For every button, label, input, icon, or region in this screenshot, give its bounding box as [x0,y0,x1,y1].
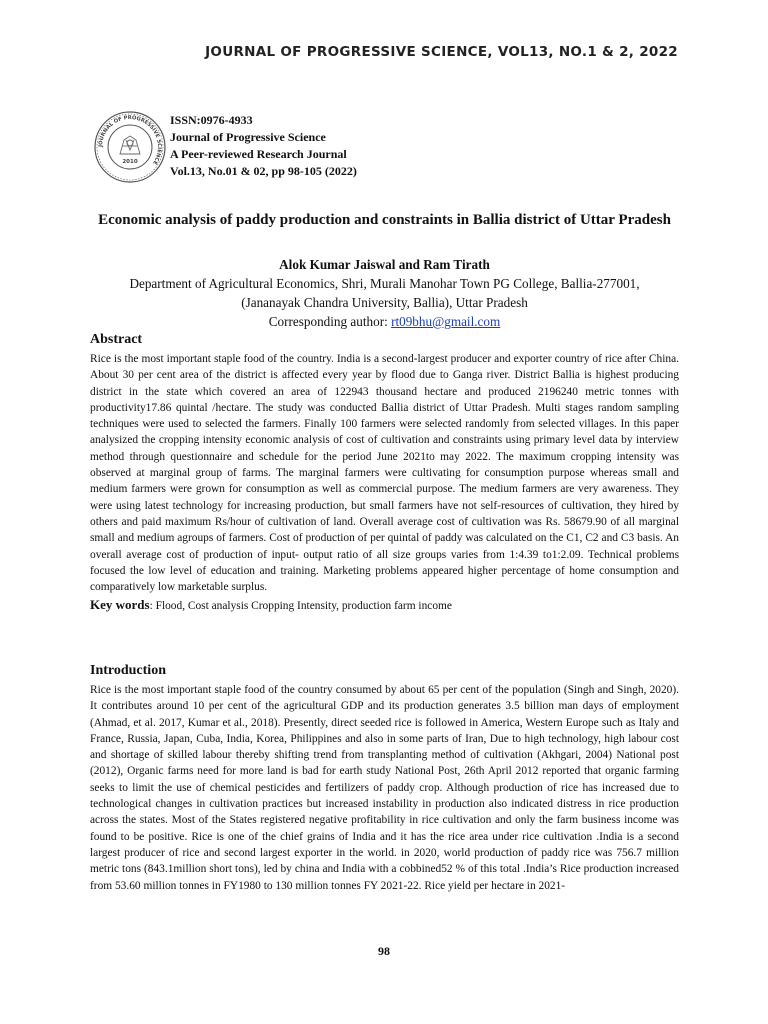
journal-seal-icon [93,110,167,184]
affiliation-line-1: Department of Agricultural Economics, Shri, Murali Manohar Town PG College, Ballia-277001, [129,276,640,291]
page-number: 98 [378,944,390,958]
authors: Alok Kumar Jaiswal and Ram Tirath [279,257,490,272]
affiliation-line-2: (Jananayak Chandra University, Ballia), Uttar Pradesh [241,295,528,310]
journal-meta-block [170,112,357,180]
keywords [90,597,679,614]
introduction-heading: Introduction [90,663,166,678]
journal-type: A Peer-reviewed Research Journal [170,147,347,161]
introduction-section [90,662,679,894]
corresponding-author [90,312,679,331]
author-block [90,255,679,331]
running-head: JOURNAL OF PROGRESSIVE SCIENCE, VOL13, NO.1 & 2, 2022 [205,44,678,60]
keywords-label: Key words [90,597,150,613]
issn: ISSN:0976-4933 [170,113,253,127]
seal-year: 2010 [122,159,138,165]
introduction-text: Rice is the most important staple food of the country consumed by about 65 per cent of the population (Singh and Singh, 2020). It contributes around 10 per cent of the agricultural GDP and its production generates 3.5 billion man days of employment (Ahmad, et al. 2017, Kumar et al., 2018). Presently, direct seeded rice is followed in America, Western Europe such as Italy and France, Russia, Japan, Cuba, India, Korea, Philippines and also in some parts of Iran, Due to high technology, high labour cost and shortage of skilled labour thereby shifting trend from transplanting method of cultivation (Akhgari, 2004) National post (2012), Organic farms need for more land is bad for earth study National Post, 26th April 2012 reported that organic farming seeks to limit the use of chemical pesticides and fertilizers of paddy crop. Although production of rice has increased due to technological changes in cultivation practices but increased instability in production also indicated distress in rice production across the states. Most of the States registered negative profitability in rice cultivation and only the farm business income was found to be positive. Rice is one of the chief grains of India and it has the rice area under rice cultivation .India is a second largest producer of rice and second largest exporter in the world. in 2020, world production of paddy rice was 756.7 million metric tons (843.1million short tons), led by china and India with a cobbined52 % of this total .India’s Rice production increased from 53.60 million tonnes in FY1980 to 130 million tonnes FY 2021-22. Rice yield per hectare in 2021- [90,684,679,892]
corresponding-email-link[interactable]: rt09bhu@gmail.com [391,314,501,329]
abstract-section [90,331,679,614]
keywords-text: : Flood, Cost analysis Cropping Intensity, production farm income [149,600,452,613]
abstract-heading: Abstract [90,332,143,347]
corresponding-label: Corresponding author: [268,314,392,329]
journal-name: Journal of Progressive Science [170,130,326,144]
abstract-text: Rice is the most important staple food of the country. India is a second-largest producer and exporter country of rice after China. About 30 per cent area of the district is affected every year by flood due to Ganga river. District Ballia is highest producing district in the state which covered an area of 122943 thousand hectare and produced 2196240 metric tonnes with productivity17.86 quintal /hectare. The study was conducted Ballia district of Uttar Pradesh. Multi stages random sampling techniques were used to selected the farmers. Finally 100 farmers were selected randomly from selected villages. In this paper analysized the cropping intensity economic analysis of cost of cultivation and constraints using primary level data by interview method through questionnaire and schedule for the period June 2021to may 2022. The maximum cropping intensity was observed at marginal group of farms. The marginal farmers were cultivating for consumption purpose whereas small and medium farmers were grown for consumption as well as commercial purpose. The medium farmers are very awareness. They were using latest technology for increasing production, but small farmers have not self-resources of cultivation, they hired by others and paid maximum Rs/hour of cultivation of land. Overall average cost of cultivation was Rs. 58679.90 of all marginal small and medium agroups of farmers. Cost of production of per quintal of paddy was calculated on the C1, C2 and C3 basis. An overall average cost of production of input- output ratio of all size groups varies from 1:4.39 to1:2.09. Technical problems focused the low level of education and training. Marketing problems appeared higher percentage of home consumption and comparatively low marketable surplus. [90,353,679,594]
volume-info: Vol.13, No.01 & 02, pp 98-105 (2022) [170,164,357,178]
article-title: Economic analysis of paddy production and constraints in Ballia district of Uttar Pradesh [98,212,671,228]
seal-ring-text: JOURNAL OF PROGRESSIVE SCIENCE [97,114,163,166]
